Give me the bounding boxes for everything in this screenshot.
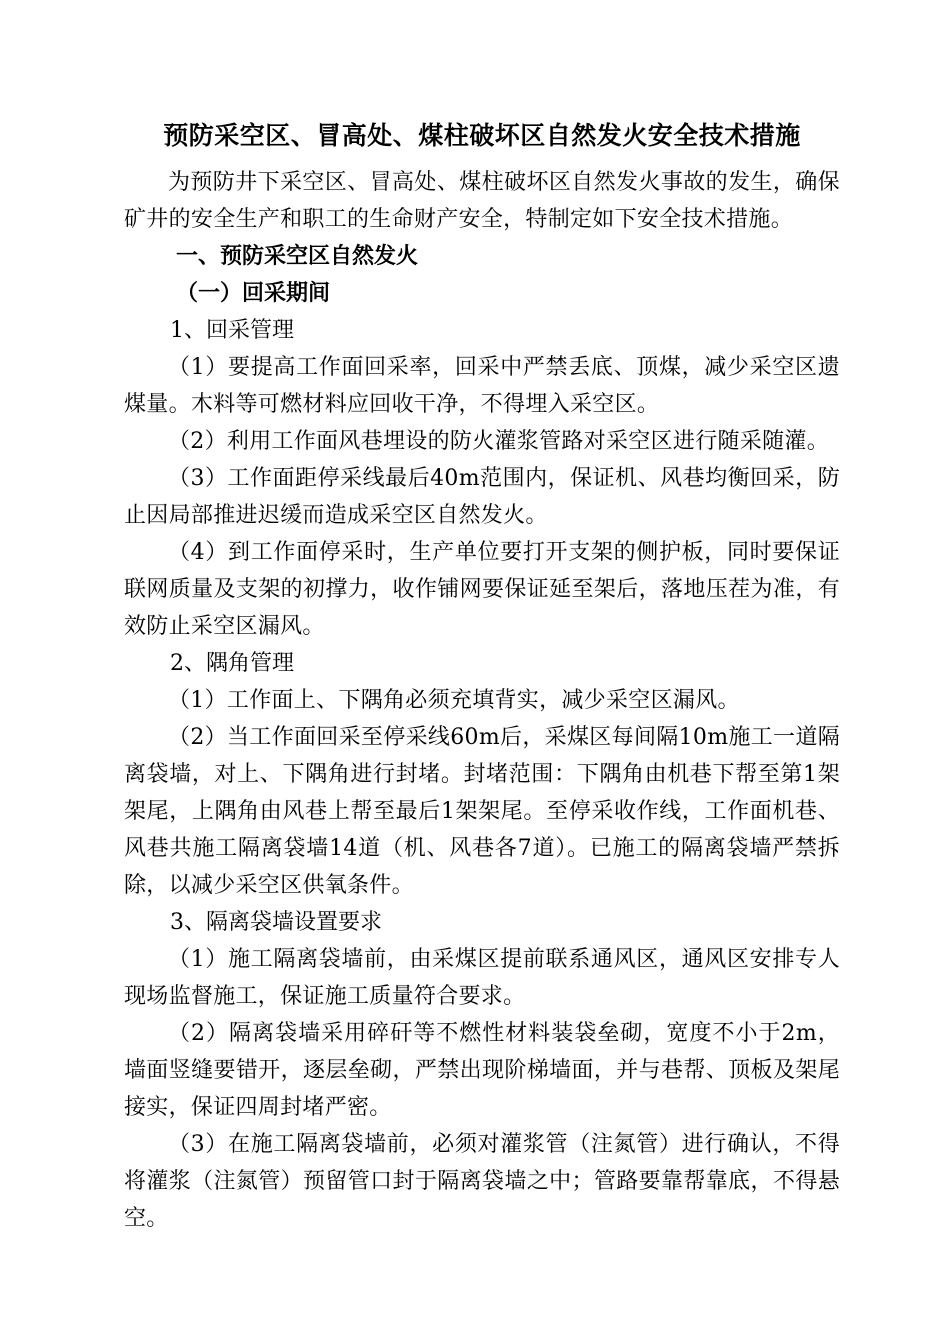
body-paragraph: （2）利用工作面风巷埋设的防火灌浆管路对采空区进行随采随灌。 — [168, 429, 829, 454]
item-heading: 1、回采管理 — [170, 318, 294, 343]
document-title: 预防采空区、冒高处、煤柱破坏区自然发火安全技术措施 — [163, 121, 801, 150]
body-paragraph: （3）在施工隔离袋墙前，必须对灌浆管（注氮管）进行确认，不得将灌浆（注氮管）预留管口封于隔离袋墙之中；管路要靠帮靠底，不得悬空。 — [124, 1132, 840, 1231]
item-heading: 3、隔离袋墙设置要求 — [170, 910, 382, 935]
section-heading: 一、预防采空区自然发火 — [176, 244, 419, 269]
body-paragraph: （4）到工作面停采时，生产单位要打开支架的侧护板，同时要保证联网质量及支架的初撑力，收作铺网要保证延至架后，落地压茬为准，有效防止采空区漏风。 — [124, 540, 840, 639]
subsection-heading: （一）回采期间 — [176, 281, 331, 306]
body-paragraph: （1）要提高工作面回采率，回采中严禁丢底、顶煤，减少采空区遗煤量。木料等可燃材料应回收干净，不得埋入采空区。 — [124, 355, 840, 417]
body-paragraph: （3）工作面距停采线最后40m范围内，保证机、风巷均衡回采，防止因局部推进迟缓而造成采空区自然发火。 — [124, 466, 840, 528]
intro-paragraph: 为预防井下采空区、冒高处、煤柱破坏区自然发火事故的发生，确保矿井的安全生产和职工的生命财产安全，特制定如下安全技术措施。 — [124, 170, 840, 232]
body-paragraph: （1）工作面上、下隅角必须充填背实，减少采空区漏风。 — [168, 688, 740, 713]
body-paragraph: （2）隔离袋墙采用碎矸等不燃性材料装袋垒砌，宽度不小于2m，墙面竖缝要错开，逐层垒砌，严禁出现阶梯墙面，并与巷帮、顶板及架尾接实，保证四周封堵严密。 — [124, 1021, 840, 1120]
body-paragraph: （2）当工作面回采至停采线60m后，采煤区每间隔10m施工一道隔离袋墙，对上、下隅角进行封堵。封堵范围：下隅角由机巷下帮至第1架架尾，上隅角由风巷上帮至最后1架架尾。至停采收作线，工作面机巷、风巷共施工隔离袋墙14道（机、风巷各7道）。已施工的隔离袋墙严禁拆除，以减少采空区供氧条件。 — [124, 725, 840, 898]
body-paragraph: （1）施工隔离袋墙前，由采煤区提前联系通风区，通风区安排专人现场监督施工，保证施工质量符合要求。 — [124, 947, 840, 1009]
item-heading: 2、隅角管理 — [170, 651, 294, 676]
